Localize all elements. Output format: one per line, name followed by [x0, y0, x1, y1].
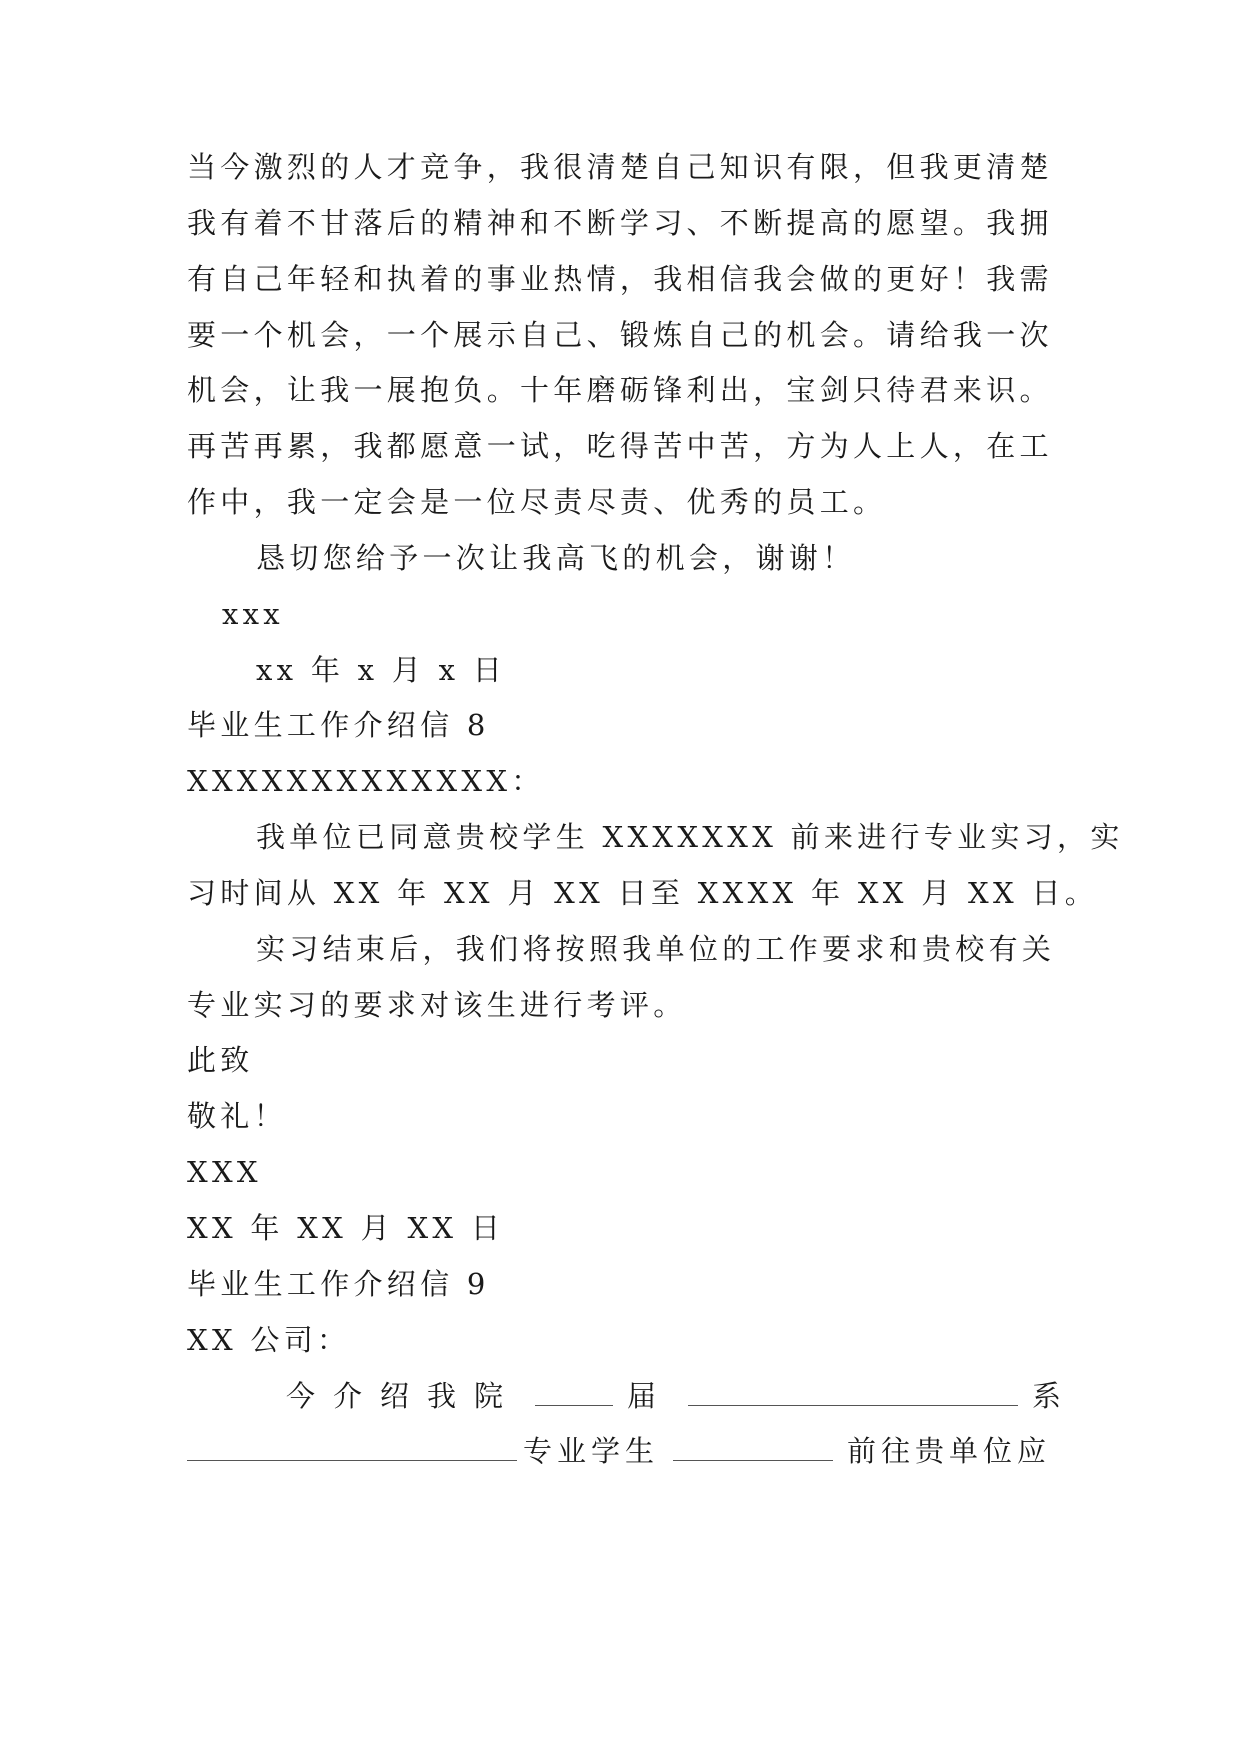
salutation: XX 公司：	[187, 1323, 351, 1357]
paragraph-line: 当今激烈的人才竞争，我很清楚自己知识有限，但我更清楚	[187, 150, 1053, 184]
signature-date: xx 年 x 月 x 日	[256, 653, 507, 687]
form-text: 届	[627, 1379, 675, 1413]
paragraph-line: 实习结束后，我们将按照我单位的工作要求和贵校有关	[256, 932, 1056, 966]
form-text: 前往贵单位应	[847, 1434, 1052, 1468]
section-heading: 毕业生工作介绍信 8	[187, 708, 490, 742]
regards-line: 敬礼！	[187, 1099, 287, 1133]
paragraph-line: 再苦再累，我都愿意一试，吃得苦中苦，方为人上人，在工	[187, 429, 1053, 463]
signature: xxx	[222, 597, 284, 631]
regards-line: 此致	[187, 1043, 254, 1077]
form-line	[286, 1376, 1156, 1416]
form-text: 今介绍我院	[286, 1379, 522, 1413]
fill-blank	[673, 1434, 833, 1461]
signature-date: XX 年 XX 月 XX 日	[187, 1211, 505, 1245]
signature: XXX	[187, 1155, 262, 1189]
paragraph-line: 作中，我一定会是一位尽责尽责、优秀的员工。	[187, 485, 887, 519]
paragraph-line: 我有着不甘落后的精神和不断学习、不断提高的愿望。我拥	[187, 206, 1053, 240]
salutation: XXXXXXXXXXXXX：	[187, 764, 545, 798]
fill-blank	[187, 1434, 517, 1461]
paragraph-line: 专业实习的要求对该生进行考评。	[187, 988, 687, 1022]
paragraph-line: 习时间从 XX 年 XX 月 XX 日至 XXXX 年 XX 月 XX 日。	[187, 876, 1099, 910]
form-line	[187, 1431, 1057, 1471]
paragraph-line: 我单位已同意贵校学生 XXXXXXX 前来进行专业实习，实	[256, 820, 1124, 854]
closing-line: 恳切您给予一次让我高飞的机会，谢谢！	[256, 541, 856, 575]
paragraph-line: 有自己年轻和执着的事业热情，我相信我会做的更好！我需	[187, 262, 1053, 296]
section-heading: 毕业生工作介绍信 9	[187, 1267, 490, 1301]
paragraph-line: 机会，让我一展抱负。十年磨砺锋利出，宝剑只待君来识。	[187, 373, 1053, 407]
fill-blank	[688, 1379, 1018, 1406]
form-text: 系	[1032, 1379, 1080, 1413]
paragraph-line: 要一个机会，一个展示自己、锻炼自己的机会。请给我一次	[187, 318, 1053, 352]
form-text: 专业学生	[523, 1434, 660, 1468]
fill-blank	[535, 1379, 613, 1406]
